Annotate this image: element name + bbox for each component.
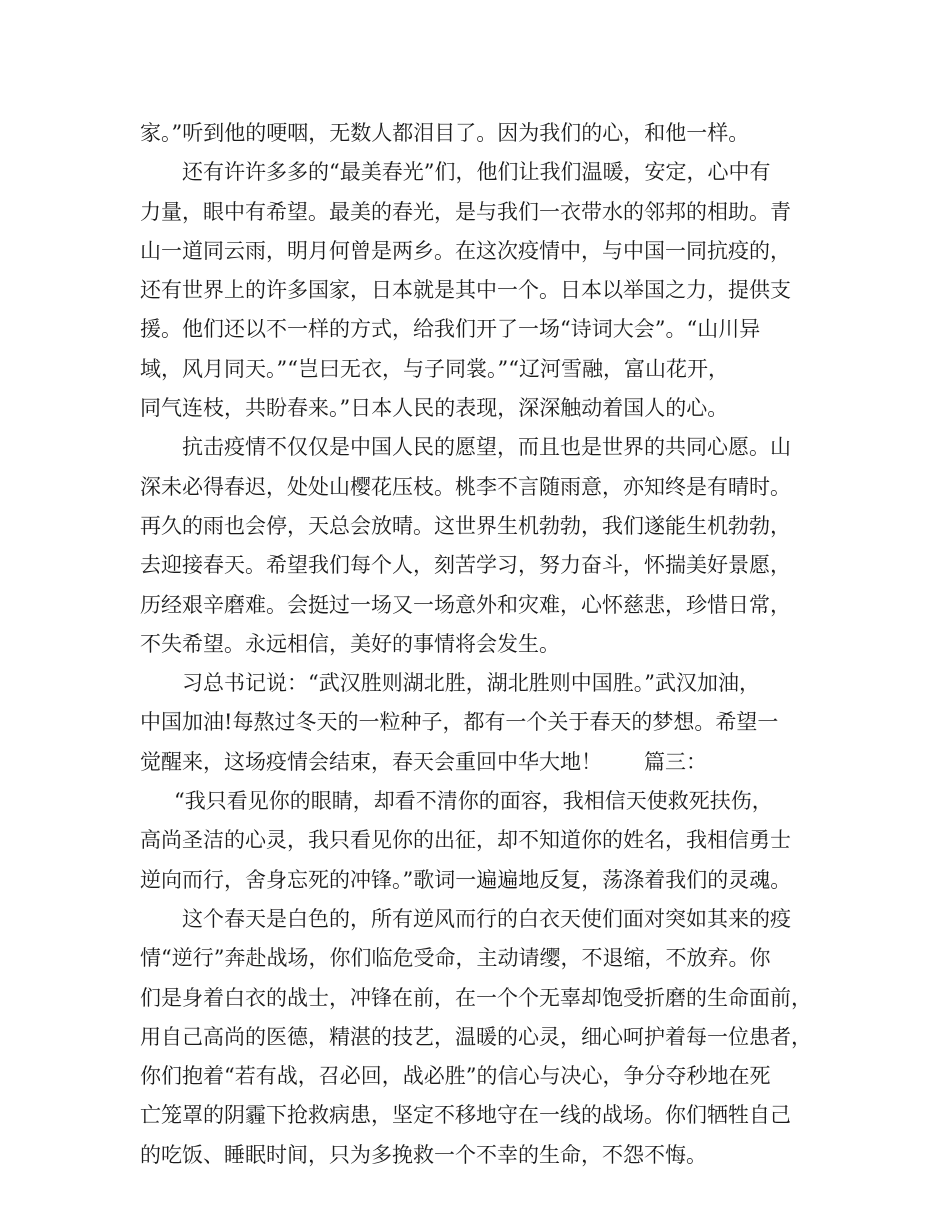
- text-line: 的吃饭、睡眠时间，只为多挽救一个不幸的生命，不怨不悔。: [140, 1142, 707, 1167]
- text-line: 中国加油!每熬过冬天的一粒种子，都有一个关于春天的梦想。希望一: [140, 710, 779, 735]
- text-line: 域，风月同天。”“岂曰无衣，与子同裳。”“辽河雪融，富山花开，: [140, 356, 729, 381]
- text-line: 情“逆行”奔赴战场，你们临危受命，主动请缨，不退缩，不放弃。你: [140, 946, 771, 971]
- text-line: 你们抱着“若有战，召必回，战必胜”的信心与决心，争分夺秒地在死: [140, 1064, 771, 1089]
- document-body: [140, 114, 830, 1175]
- text-line: 再久的雨也会停，天总会放晴。这世界生机勃勃，我们遂能生机勃勃，: [140, 513, 791, 538]
- paragraph-first-line: 这个春天是白色的，所有逆风而行的白衣天使们面对突如其来的疫: [182, 906, 791, 931]
- paragraph-first-line: 习总书记说：“武汉胜则湖北胜，湖北胜则中国胜。”武汉加油，: [182, 671, 760, 696]
- text-line: 逆向而行，舍身忘死的冲锋。”歌词一遍遍地反复，荡涤着我们的灵魂。: [140, 867, 792, 892]
- text-line: 去迎接春天。希望我们每个人，刻苦学习，努力奋斗，怀揣美好景愿，: [140, 553, 791, 578]
- text-line: 用自己高尚的医德，精湛的技艺，温暖的心灵，细心呵护着每一位患者，: [140, 1024, 812, 1049]
- text-line: 深未必得春迟，处处山樱花压枝。桃李不言随雨意，亦知终是有晴时。: [140, 474, 791, 499]
- text-line: 亡笼罩的阴霾下抢救病患，坚定不移地守在一线的战场。你们牺牲自己: [140, 1103, 791, 1128]
- text-line: 援。他们还以不一样的方式，给我们开了一场“诗词大会”。“山川异: [140, 317, 761, 342]
- text-line: 家。”听到他的哽咽，无数人都泪目了。因为我们的心，和他一样。: [140, 121, 750, 145]
- text-line: 们是身着白衣的战士，冲锋在前，在一个个无辜却饱受折磨的生命面前，: [140, 985, 812, 1010]
- text-line: 高尚圣洁的心灵，我只看见你的出征，却不知道你的姓名，我相信勇士: [140, 828, 791, 853]
- text-line: 还有世界上的许多国家，日本就是其中一个。日本以举国之力，提供支: [140, 278, 791, 303]
- text-line: 觉醒来，这场疫情会结束，春天会重回中华大地！ 篇三：: [140, 749, 707, 774]
- text-line: 山一道同云雨，明月何曾是两乡。在这次疫情中，与中国一同抗疫的，: [140, 238, 791, 263]
- text-line: 力量，眼中有希望。最美的春光，是与我们一衣带水的邻邦的相助。青: [140, 199, 791, 224]
- text-line: 同气连枝，共盼春来。”日本人民的表现，深深触动着国人的心。: [140, 396, 729, 421]
- text-line: 不失希望。永远相信，美好的事情将会发生。: [140, 631, 560, 656]
- paragraph-first-line: 抗击疫情不仅仅是中国人民的愿望，而且也是世界的共同心愿。山: [182, 435, 791, 460]
- text-line: 历经艰辛磨难。会挺过一场又一场意外和灾难，心怀慈悲，珍惜日常，: [140, 592, 791, 617]
- paragraph-first-line: “我只看见你的眼睛，却看不清你的面容，我相信天使救死扶伤，: [174, 789, 773, 814]
- paragraph-first-line: 还有许许多多的“最美春光”们，他们让我们温暖，安定，心中有: [182, 160, 771, 185]
